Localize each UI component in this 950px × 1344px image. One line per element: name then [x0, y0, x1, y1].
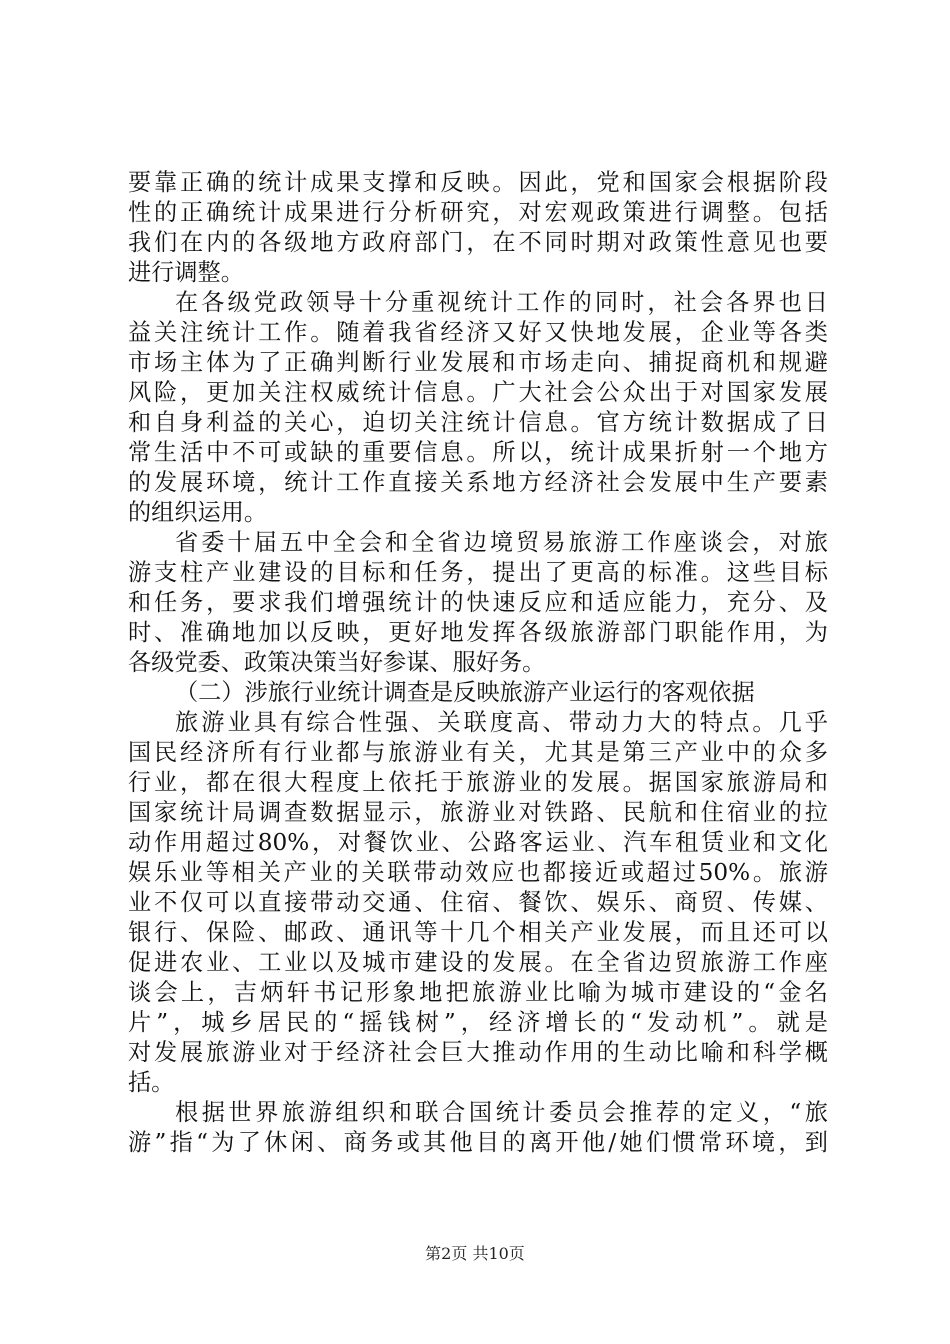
text-line: 银行、保险、邮政、通讯等十几个相关产业发展，而且还可以 [128, 919, 828, 946]
text-line: 谈会上，吉炳轩书记形象地把旅游业比喻为城市建设的“金名 [128, 979, 828, 1006]
section-heading: （二）涉旅行业统计调查是反映旅游产业运行的客观依据 [175, 679, 755, 706]
text-line: 动作用超过80%，对餐饮业、公路客运业、汽车租赁业和文化 [128, 829, 828, 856]
text-line: 娱乐业等相关产业的关联带动效应也都接近或超过50%。旅游 [128, 859, 828, 886]
text-line: 时、准确地加以反映，更好地发挥各级旅游部门职能作用，为 [128, 619, 828, 646]
paragraph-first-line: 在各级党政领导十分重视统计工作的同时，社会各界也日 [175, 289, 828, 316]
text-line: 括。 [128, 1069, 175, 1096]
text-line: 我们在内的各级地方政府部门，在不同时期对政策性意见也要 [128, 229, 828, 256]
text-line: 要靠正确的统计成果支撑和反映。因此，党和国家会根据阶段 [128, 169, 828, 196]
text-line: 国家统计局调查数据显示，旅游业对铁路、民航和住宿业的拉 [128, 799, 828, 826]
text-line: 和自身利益的关心，迫切关注统计信息。官方统计数据成了日 [128, 409, 828, 436]
page-number-footer: 第2页 共10页 [425, 1244, 525, 1263]
text-line: 游”指“为了休闲、商务或其他目的离开他/她们惯常环境，到 [128, 1129, 828, 1156]
text-line: 国民经济所有行业都与旅游业有关，尤其是第三产业中的众多 [128, 739, 828, 766]
text-line: 性的正确统计成果进行分析研究，对宏观政策进行调整。包括 [128, 199, 828, 226]
text-line: 进行调整。 [128, 259, 244, 286]
body-text [128, 168, 828, 1158]
text-line: 的发展环境，统计工作直接关系地方经济社会发展中生产要素 [128, 469, 828, 496]
text-line: 的组织运用。 [128, 499, 268, 526]
text-line: 各级党委、政策决策当好参谋、服好务。 [128, 649, 546, 676]
text-line: 益关注统计工作。随着我省经济又好又快地发展，企业等各类 [128, 319, 828, 346]
text-line: 促进农业、工业以及城市建设的发展。在全省边贸旅游工作座 [128, 949, 828, 976]
text-line: 风险，更加关注权威统计信息。广大社会公众出于对国家发展 [128, 379, 828, 406]
paragraph-first-line: 省委十届五中全会和全省边境贸易旅游工作座谈会，对旅 [175, 529, 828, 556]
text-line: 片”，城乡居民的“摇钱树”，经济增长的“发动机”。就是 [128, 1009, 828, 1036]
text-line: 游支柱产业建设的目标和任务，提出了更高的标准。这些目标 [128, 559, 828, 586]
text-line: 常生活中不可或缺的重要信息。所以，统计成果折射一个地方 [128, 439, 828, 466]
paragraph-first-line: 旅游业具有综合性强、关联度高、带动力大的特点。几乎 [175, 709, 828, 736]
text-line: 和任务，要求我们增强统计的快速反应和适应能力，充分、及 [128, 589, 828, 616]
text-line: 行业，都在很大程度上依托于旅游业的发展。据国家旅游局和 [128, 769, 828, 796]
text-line: 市场主体为了正确判断行业发展和市场走向、捕捉商机和规避 [128, 349, 828, 376]
paragraph-first-line: 根据世界旅游组织和联合国统计委员会推荐的定义，“旅 [175, 1099, 828, 1126]
text-line: 业不仅可以直接带动交通、住宿、餐饮、娱乐、商贸、传媒、 [128, 889, 828, 916]
text-line: 对发展旅游业对于经济社会巨大推动作用的生动比喻和科学概 [128, 1039, 828, 1066]
